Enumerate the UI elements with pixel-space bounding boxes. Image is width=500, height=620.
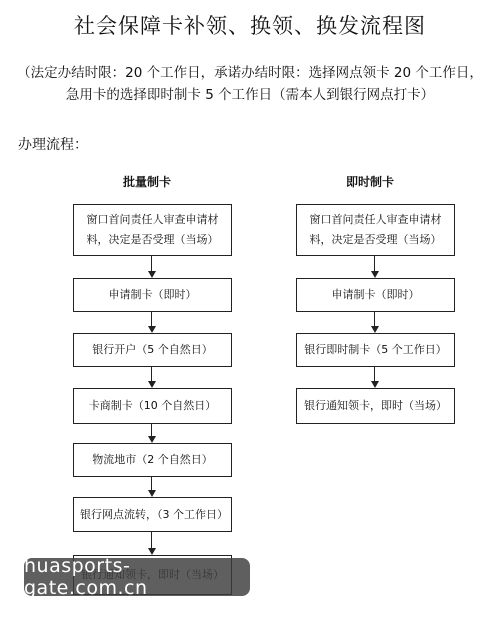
flow-arrow — [371, 256, 379, 278]
right-step-4: 银行通知领卡，即时（当场） — [296, 388, 455, 424]
time-limit-note-line-2: 急用卡的选择即时制卡 5 个工作日（需本人到银行网点打卡） — [65, 87, 435, 103]
flow-arrow — [148, 477, 156, 497]
right-step-2: 申请制卡（即时） — [296, 278, 455, 312]
section-label: 办理流程： — [18, 137, 88, 153]
flow-arrow — [371, 367, 379, 388]
left-flow-heading: 批量制卡 — [122, 175, 171, 189]
left-step-4: 卡商制卡（10 个自然日） — [73, 388, 232, 424]
left-step-6: 银行网点流转，（3 个工作日） — [73, 497, 232, 532]
time-limit-note-line-1: （法定办结时限：20 个工作日，承诺办结时限：选择网点领卡 20 个工作日， — [17, 65, 483, 81]
right-step-3: 银行即时制卡（5 个工作日） — [296, 333, 455, 367]
page-title: 社会保障卡补领、换领、换发流程图 — [74, 14, 426, 38]
left-step-1: 窗口首问责任人审查申请材料，决定是否受理（当场） — [73, 204, 232, 256]
right-flow-heading: 即时制卡 — [345, 175, 394, 189]
right-step-1: 窗口首问责任人审查申请材料，决定是否受理（当场） — [296, 204, 455, 256]
flow-arrow — [148, 367, 156, 388]
flow-arrow — [148, 312, 156, 333]
flow-arrow — [148, 424, 156, 443]
flow-arrow — [148, 256, 156, 278]
flow-arrow — [148, 532, 156, 555]
left-step-2: 申请制卡（即时） — [73, 278, 232, 312]
left-step-5: 物流地市（2 个自然日） — [73, 443, 232, 477]
left-step-3: 银行开户（5 个自然日） — [73, 333, 232, 367]
flow-arrow — [371, 312, 379, 333]
watermark-label: huasports-gate.com.cn — [24, 558, 250, 596]
